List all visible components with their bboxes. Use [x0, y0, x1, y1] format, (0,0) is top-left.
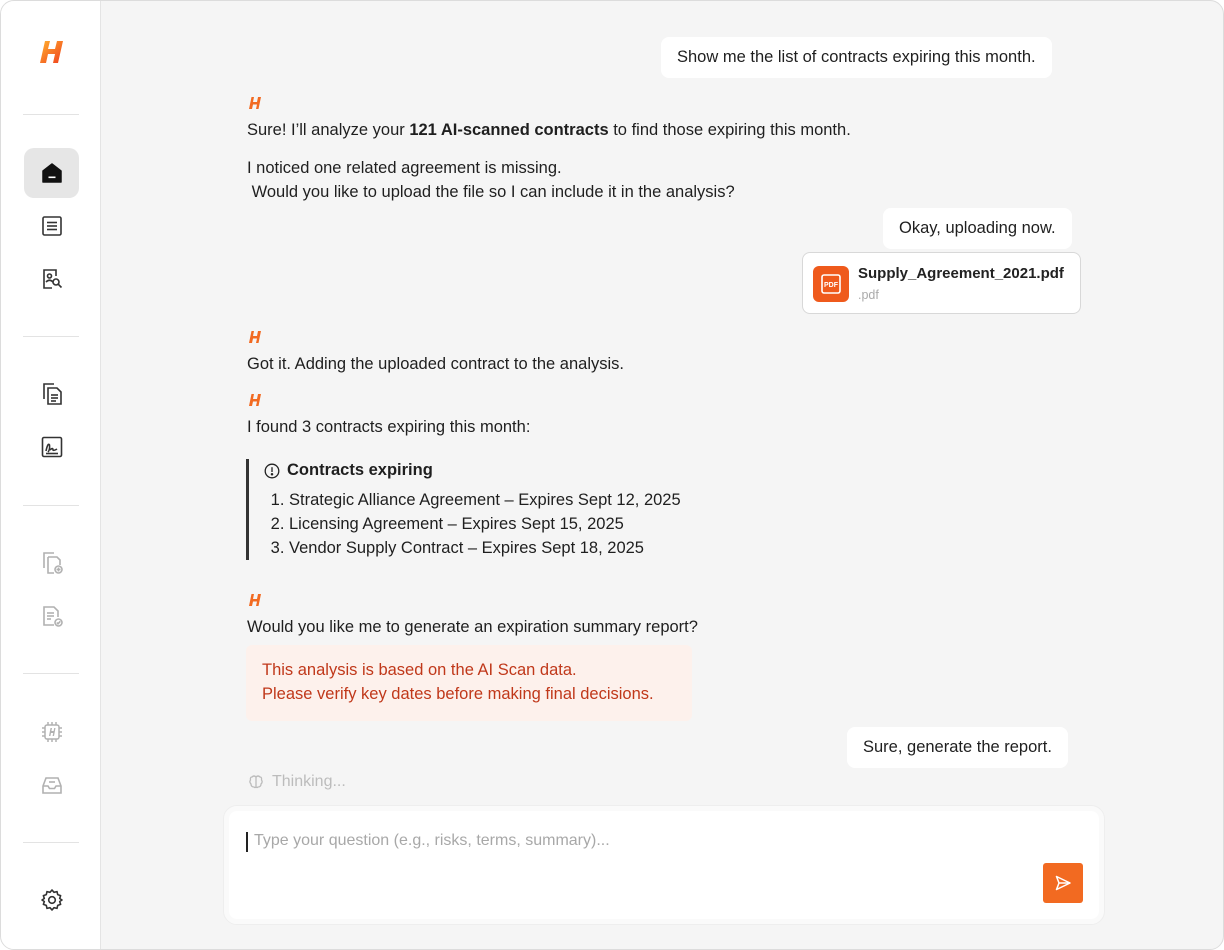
assistant-message: Got it. Adding the uploaded contract to the analysis.: [247, 355, 624, 373]
sidebar: [1, 1, 101, 949]
assistant-message: I found 3 contracts expiring this month:: [247, 418, 531, 436]
assistant-message: Would you like me to generate an expiration summary report?: [247, 618, 698, 636]
gear-icon: [39, 887, 65, 913]
send-icon: [1054, 874, 1072, 892]
expiring-contracts-title: [264, 461, 433, 480]
assistant-message-line: Would you like to upload the file so I can include it in the analysis?: [247, 183, 735, 201]
document-check-icon: [39, 603, 65, 629]
send-button[interactable]: [1043, 863, 1083, 903]
list-item: 1. Strategic Alliance Agreement – Expires Sept 12, 2025: [289, 488, 681, 512]
thinking-text: Thinking...: [272, 773, 346, 790]
user-message: Sure, generate the report.: [847, 727, 1068, 768]
pdf-icon-label: PDF: [824, 282, 838, 289]
brain-icon: [248, 774, 264, 790]
ai-chip-icon: [39, 719, 65, 745]
sidebar-item-signatures[interactable]: [24, 422, 79, 472]
file-attachment-card[interactable]: [802, 252, 1081, 314]
alert-circle-icon: [264, 463, 280, 479]
sidebar-item-documents[interactable]: [24, 369, 79, 419]
sidebar-divider: [23, 114, 79, 115]
assistant-avatar-icon: [248, 96, 264, 110]
file-name: Supply_Agreement_2021.pdf: [858, 265, 1064, 282]
thinking-indicator: [248, 773, 346, 791]
warning-line: Please verify key dates before making final decisions.: [262, 685, 654, 703]
file-extension: .pdf: [858, 288, 879, 302]
sidebar-divider: [23, 842, 79, 843]
sidebar-divider: [23, 673, 79, 674]
chat-input[interactable]: [252, 826, 1036, 856]
assistant-message: [247, 118, 851, 142]
brand-logo-icon: [37, 37, 67, 67]
assistant-message-suffix: to find those expiring this month.: [608, 121, 851, 139]
inbox-icon: [39, 772, 65, 798]
user-message: Show me the list of contracts expiring this month.: [661, 37, 1052, 78]
sidebar-item-settings[interactable]: [24, 875, 79, 925]
warning-line: This analysis is based on the AI Scan data.: [262, 661, 577, 679]
assistant-message-highlight: 121 AI-scanned contracts: [409, 121, 609, 139]
list-item: 2. Licensing Agreement – Expires Sept 15, 2025: [289, 512, 681, 536]
documents-stack-icon: [39, 381, 65, 407]
list-document-icon: [39, 213, 65, 239]
chat-composer: [223, 805, 1105, 925]
signature-icon: [39, 434, 65, 460]
expiring-contracts-list: [264, 488, 681, 560]
assistant-avatar-icon: [248, 593, 264, 607]
pdf-file-icon: [813, 266, 849, 302]
verification-warning: [246, 645, 692, 721]
expiring-contracts-block: [246, 459, 749, 560]
document-add-icon: [39, 550, 65, 576]
sidebar-divider: [23, 336, 79, 337]
assistant-message-line: I noticed one related agreement is missing.: [247, 159, 562, 177]
sidebar-item-approved[interactable]: [24, 591, 79, 641]
list-item: 3. Vendor Supply Contract – Expires Sept 18, 2025: [289, 536, 681, 560]
sidebar-item-home[interactable]: [24, 148, 79, 198]
assistant-message-prefix: Sure! I’ll analyze your: [247, 121, 410, 139]
expiring-contracts-title-text: Contracts expiring: [287, 461, 433, 479]
sidebar-item-review[interactable]: [24, 254, 79, 304]
sidebar-divider: [23, 505, 79, 506]
chat-area: [101, 1, 1223, 949]
assistant-avatar-icon: [248, 393, 264, 407]
sidebar-item-new-document[interactable]: [24, 538, 79, 588]
sidebar-item-inbox[interactable]: [24, 760, 79, 810]
sidebar-item-contracts[interactable]: [24, 201, 79, 251]
assistant-avatar-icon: [248, 330, 264, 344]
user-message: Okay, uploading now.: [883, 208, 1072, 249]
home-icon: [39, 160, 65, 186]
text-caret: [246, 832, 248, 852]
document-search-icon: [39, 266, 65, 292]
sidebar-item-ai-engine[interactable]: [24, 707, 79, 757]
